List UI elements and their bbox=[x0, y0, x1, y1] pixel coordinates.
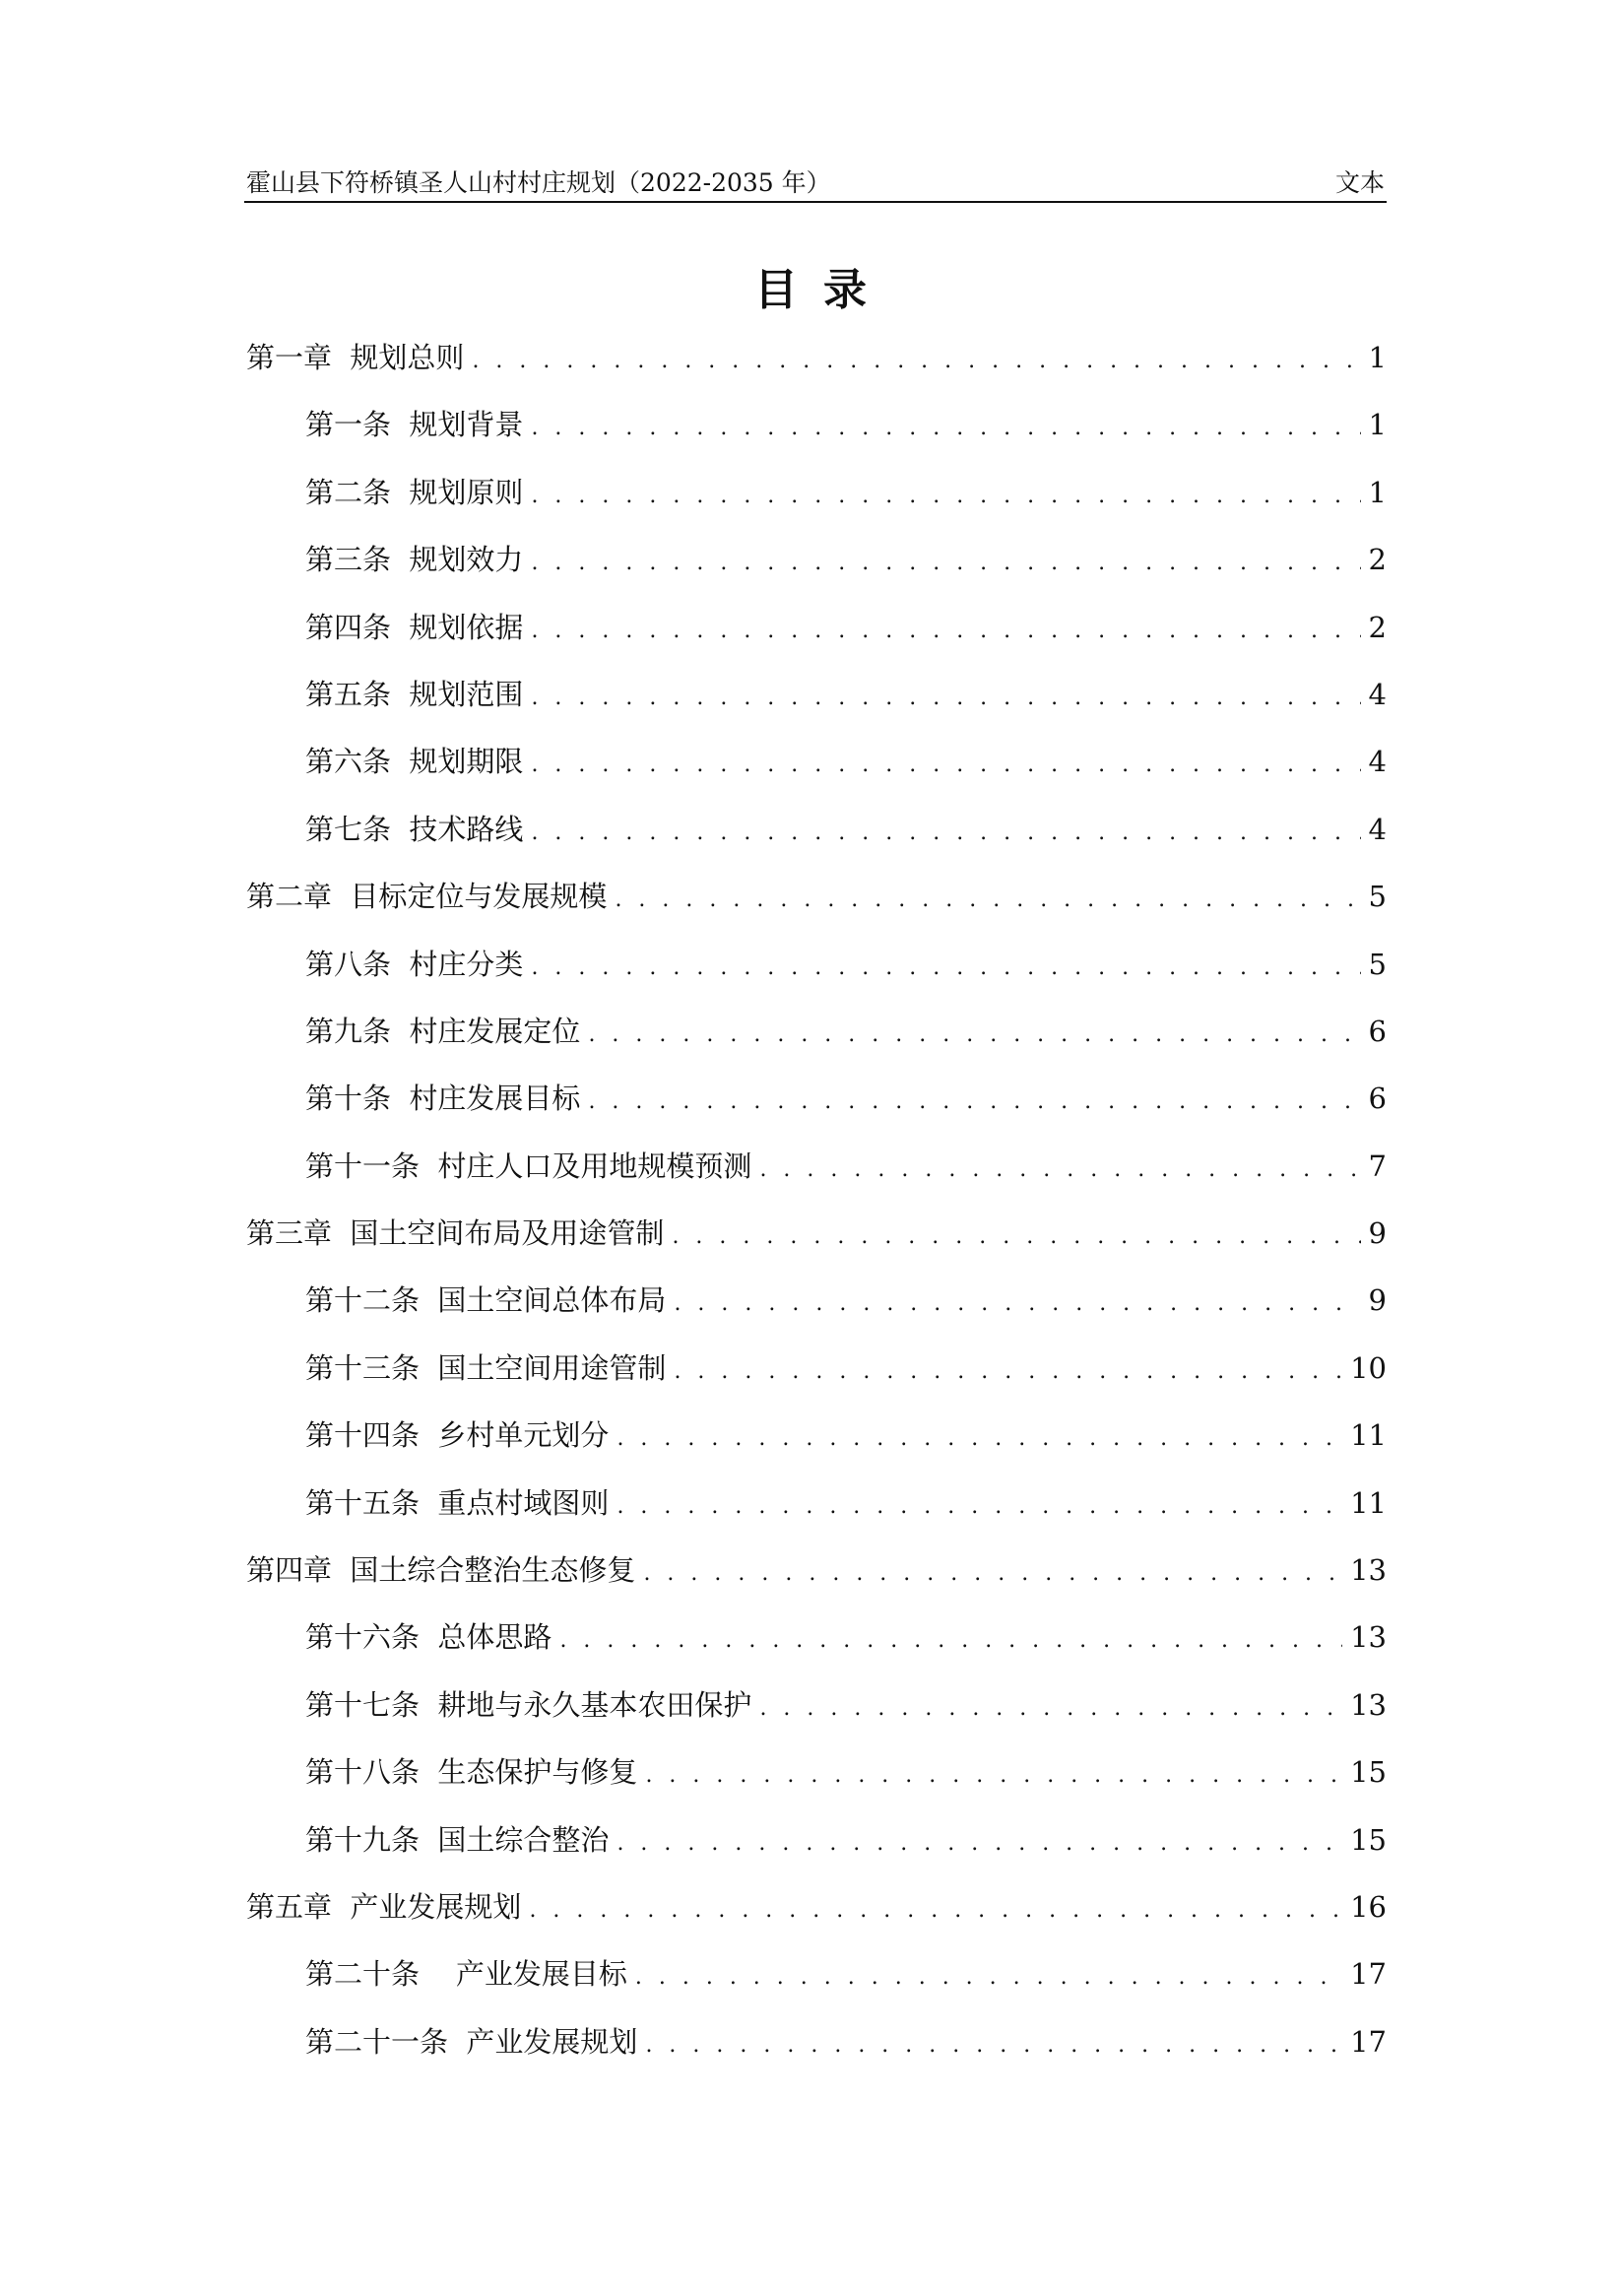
toc-article-entry[interactable] bbox=[246, 1486, 1387, 1553]
toc-page-number: 15 bbox=[1350, 1822, 1387, 1857]
toc-article-entry[interactable] bbox=[246, 1283, 1387, 1350]
toc-dot-leader bbox=[645, 2033, 1342, 2059]
toc-dot-leader bbox=[645, 1763, 1342, 1789]
toc-entry-label: 第二章 目标定位与发展规模 bbox=[246, 880, 608, 914]
document-type-label: 文本 bbox=[1334, 168, 1385, 197]
toc-dot-leader bbox=[531, 416, 1360, 441]
toc-page-number: 9 bbox=[1368, 1283, 1387, 1318]
toc-article-entry[interactable] bbox=[246, 408, 1387, 475]
toc-page-number: 5 bbox=[1368, 880, 1387, 914]
toc-page-number: 7 bbox=[1368, 1148, 1387, 1183]
toc-dot-leader bbox=[559, 1628, 1342, 1654]
toc-chapter-entry[interactable] bbox=[246, 880, 1387, 947]
toc-entry-label: 第一条 规划背景 bbox=[305, 408, 524, 442]
toc-entry-label: 第七条 技术路线 bbox=[305, 812, 524, 846]
toc-chapter-entry[interactable] bbox=[246, 1890, 1387, 1957]
toc-entry-label: 第十条 村庄发展目标 bbox=[305, 1082, 581, 1116]
toc-article-entry[interactable] bbox=[246, 1688, 1387, 1755]
toc-entry-label: 第十七条 耕地与永久基本农田保护 bbox=[305, 1687, 752, 1722]
toc-article-entry[interactable] bbox=[246, 1015, 1387, 1082]
toc-entry-label: 第十五条 重点村域图则 bbox=[305, 1485, 610, 1520]
toc-article-entry[interactable] bbox=[246, 678, 1387, 745]
toc-entry-label: 第五章 产业发展规划 bbox=[246, 1889, 522, 1924]
toc-page-number: 13 bbox=[1350, 1620, 1387, 1655]
toc-article-entry[interactable] bbox=[246, 611, 1387, 678]
toc-dot-leader bbox=[672, 1224, 1360, 1250]
toc-dot-leader bbox=[588, 1022, 1360, 1048]
toc-dot-leader bbox=[531, 686, 1360, 711]
table-of-contents bbox=[246, 341, 1387, 2092]
toc-dot-leader bbox=[674, 1359, 1342, 1385]
toc-dot-leader bbox=[472, 349, 1360, 374]
toc-dot-leader bbox=[635, 1965, 1342, 1991]
toc-page-number: 4 bbox=[1368, 745, 1387, 779]
page-header bbox=[244, 158, 1387, 203]
toc-page-number: 1 bbox=[1368, 341, 1387, 374]
toc-entry-label: 第十一条 村庄人口及用地规模预测 bbox=[305, 1148, 752, 1183]
toc-entry-label: 第六条 规划期限 bbox=[305, 745, 524, 779]
toc-article-entry[interactable] bbox=[246, 1351, 1387, 1418]
toc-article-entry[interactable] bbox=[246, 1082, 1387, 1148]
toc-page-number: 17 bbox=[1350, 1957, 1387, 1992]
toc-article-entry[interactable] bbox=[246, 948, 1387, 1015]
toc-page-number: 2 bbox=[1368, 543, 1387, 577]
toc-entry-label: 第二条 规划原则 bbox=[305, 475, 524, 509]
toc-entry-label: 第一章 规划总则 bbox=[246, 341, 465, 374]
toc-dot-leader bbox=[531, 820, 1360, 846]
toc-article-entry[interactable] bbox=[246, 1620, 1387, 1687]
toc-page-number: 6 bbox=[1368, 1014, 1387, 1048]
toc-dot-leader bbox=[531, 753, 1360, 778]
toc-article-entry[interactable] bbox=[246, 1149, 1387, 1216]
toc-entry-label: 第十四条 乡村单元划分 bbox=[305, 1418, 610, 1453]
toc-dot-leader bbox=[615, 887, 1360, 913]
toc-article-entry[interactable] bbox=[246, 1755, 1387, 1822]
toc-article-entry[interactable] bbox=[246, 2025, 1387, 2092]
toc-entry-label: 第四条 规划依据 bbox=[305, 610, 524, 644]
toc-page-number: 17 bbox=[1350, 2024, 1387, 2059]
toc-dot-leader bbox=[588, 1089, 1360, 1115]
toc-chapter-entry[interactable] bbox=[246, 1553, 1387, 1620]
toc-dot-leader bbox=[674, 1291, 1360, 1317]
toc-page-number: 15 bbox=[1350, 1755, 1387, 1790]
toc-chapter-entry[interactable] bbox=[246, 1216, 1387, 1283]
toc-article-entry[interactable] bbox=[246, 1957, 1387, 2024]
toc-dot-leader bbox=[531, 484, 1360, 509]
toc-dot-leader bbox=[643, 1561, 1342, 1587]
toc-page-number: 2 bbox=[1368, 610, 1387, 644]
toc-entry-label: 第二十条 产业发展目标 bbox=[305, 1957, 627, 1992]
toc-dot-leader bbox=[616, 1831, 1342, 1857]
toc-article-entry[interactable] bbox=[246, 476, 1387, 543]
toc-entry-label: 第十二条 国土空间总体布局 bbox=[305, 1283, 667, 1318]
toc-dot-leader bbox=[616, 1426, 1342, 1452]
toc-article-entry[interactable] bbox=[246, 543, 1387, 610]
toc-dot-leader bbox=[759, 1696, 1342, 1722]
toc-heading: 目录 bbox=[754, 265, 892, 315]
toc-entry-label: 第三章 国土空间布局及用途管制 bbox=[246, 1216, 665, 1251]
toc-entry-label: 第三条 规划效力 bbox=[305, 543, 524, 577]
toc-page-number: 1 bbox=[1368, 408, 1387, 442]
toc-entry-label: 第四章 国土综合整治生态修复 bbox=[246, 1553, 636, 1588]
toc-page-number: 5 bbox=[1368, 947, 1387, 981]
toc-dot-leader bbox=[531, 955, 1360, 981]
toc-page-number: 11 bbox=[1350, 1485, 1387, 1520]
toc-page-number: 13 bbox=[1350, 1687, 1387, 1722]
toc-page-number: 16 bbox=[1350, 1889, 1387, 1924]
toc-entry-label: 第二十一条 产业发展规划 bbox=[305, 2024, 638, 2059]
toc-page-number: 1 bbox=[1368, 475, 1387, 509]
toc-dot-leader bbox=[531, 619, 1360, 644]
toc-dot-leader bbox=[759, 1157, 1360, 1183]
toc-page-number: 4 bbox=[1368, 677, 1387, 711]
toc-page-number: 9 bbox=[1368, 1216, 1387, 1251]
toc-entry-label: 第十六条 总体思路 bbox=[305, 1620, 552, 1655]
toc-dot-leader bbox=[616, 1494, 1342, 1520]
toc-article-entry[interactable] bbox=[246, 1823, 1387, 1890]
document-title: 霍山县下符桥镇圣人山村村庄规划（2022-2035 年） bbox=[246, 168, 831, 197]
toc-page-number: 6 bbox=[1368, 1082, 1387, 1116]
toc-page-number: 11 bbox=[1350, 1418, 1387, 1453]
toc-entry-label: 第五条 规划范围 bbox=[305, 677, 524, 711]
toc-page-number: 13 bbox=[1350, 1553, 1387, 1588]
toc-dot-leader bbox=[529, 1898, 1342, 1924]
toc-article-entry[interactable] bbox=[246, 745, 1387, 812]
toc-dot-leader bbox=[531, 551, 1360, 576]
toc-page-number: 10 bbox=[1350, 1350, 1387, 1385]
toc-entry-label: 第九条 村庄发展定位 bbox=[305, 1014, 581, 1048]
toc-entry-label: 第十九条 国土综合整治 bbox=[305, 1822, 610, 1857]
toc-chapter-entry[interactable] bbox=[246, 341, 1387, 408]
toc-page-number: 4 bbox=[1368, 812, 1387, 846]
toc-article-entry[interactable] bbox=[246, 813, 1387, 880]
toc-entry-label: 第十三条 国土空间用途管制 bbox=[305, 1350, 667, 1385]
toc-entry-label: 第十八条 生态保护与修复 bbox=[305, 1755, 638, 1790]
toc-article-entry[interactable] bbox=[246, 1418, 1387, 1485]
toc-entry-label: 第八条 村庄分类 bbox=[305, 947, 524, 981]
